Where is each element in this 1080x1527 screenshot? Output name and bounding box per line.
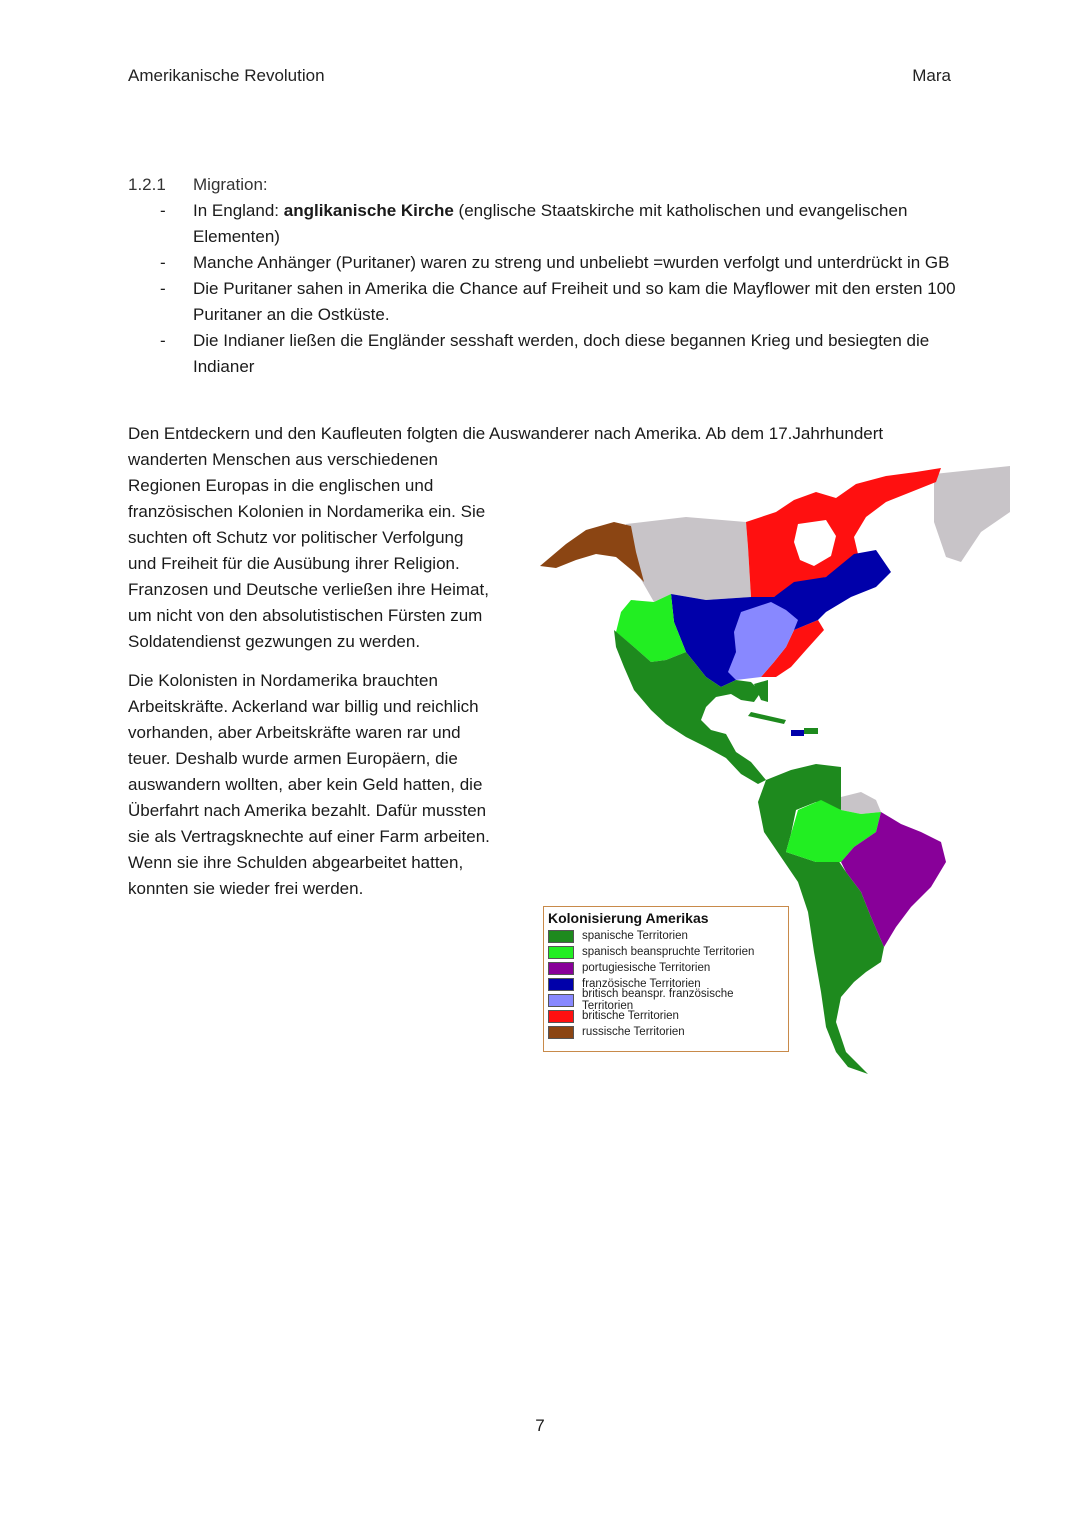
page-number: 7 [535,1416,545,1435]
bullet-item [128,328,958,380]
bullet-text: In England: [193,201,284,220]
text-line: Soldatendienst gezwungen zu werden. [128,632,421,651]
section-number: 1.2.1 [128,175,166,194]
bullet-item [128,276,958,328]
bullet-bold-text: anglikanische Kirche [283,201,454,220]
legend-swatch [548,978,574,991]
legend-swatch [548,946,574,959]
text-line: französischen Kolonien in Nordamerika ein. Sie [128,502,486,521]
unclaimed-north-region [626,517,751,602]
bullet-list [128,198,958,380]
caribbean-islands-3 [804,728,818,734]
legend-swatch [548,994,574,1007]
legend-item [548,928,784,944]
text-line: Arbeitskräfte. Ackerland war billig und reichlich [128,697,479,716]
legend-label: britisch beanspr. französische Territorien [582,988,734,1012]
text-line: Wenn sie ihre Schulden abgearbeitet hatten, [128,853,464,872]
dash-marker: - [160,201,166,220]
greenland-region [934,466,1010,562]
paragraph-emigrants [128,447,523,655]
legend-label: russische Territorien [582,1026,685,1038]
text-line: Überfahrt nach Amerika bezahlt. Dafür mussten [128,801,487,820]
legend-label: britische Territorien [582,1010,679,1022]
dash-marker: - [160,253,166,272]
text-line: um nicht von den absolutistischen Fürsten zum [128,606,483,625]
bullet-text: Manche Anhänger (Puritaner) waren zu streng und unbeliebt =wurden verfolgt und unterdrückt in GB [193,253,950,272]
text-line: sie als Vertragsknechte auf einer Farm arbeiten. [128,827,490,846]
text-line: konnten sie wieder frei werden. [128,879,364,898]
legend-label: portugiesische Territorien [582,962,711,974]
section-migration [128,172,958,380]
text-line: Die Kolonisten in Nordamerika brauchten [128,671,438,690]
header-author: Mara [912,66,951,85]
bullet-item [128,250,958,276]
legend-label: französische Territorien [582,978,701,990]
legend-item [548,960,784,976]
text-line: Regionen Europas in die englischen und [128,476,434,495]
bullet-text: Die Indianer ließen die Engländer sesshaft werden, doch diese begannen Krieg und besiegten die Indianer [193,331,930,376]
text-line: Franzosen und Deutsche verließen ihre Heimat, [128,580,489,599]
header-title: Amerikanische Revolution [128,66,325,85]
unclaimed-guiana [841,792,881,814]
text-line: wanderten Menschen aus verschiedenen [128,450,438,469]
legend-swatch [548,962,574,975]
dash-marker: - [160,279,166,298]
dash-marker: - [160,331,166,350]
section-heading [128,172,958,198]
text-line: suchten oft Schutz vor politischer Verfolgung [128,528,464,547]
intro-line: Den Entdeckern und den Kaufleuten folgten die Auswanderer nach Amerika. Ab dem 17.Jahrhundert [128,424,884,443]
bullet-text: Die Puritaner sahen in Amerika die Chance auf Freiheit und so kam die Mayflower mit den ersten 100 Puritaner an die Ostküste. [193,279,956,324]
section-title: Migration: [193,175,268,194]
legend-swatch [548,930,574,943]
bullet-text: (englische Staatskirche mit katholischen und evangelischen Elementen) [193,201,908,246]
text-line: und Freiheit für die Ausübung ihrer Religion. [128,554,460,573]
text-line: auswandern wollten, aber kein Geld hatten, die [128,775,483,794]
text-line: teuer. Deshalb wurde armen Europäern, die [128,749,458,768]
legend-title: Kolonisierung Amerikas [548,910,709,926]
map-legend [543,906,789,1052]
legend-item [548,988,784,1012]
legend-label: spanische Territorien [582,930,688,942]
caribbean-islands [748,712,786,724]
text-line: vorhanden, aber Arbeitskräfte waren rar und [128,723,461,742]
caribbean-islands-2 [791,730,804,736]
bullet-item [128,198,958,250]
paragraph-indentured [128,668,523,902]
legend-label: spanisch beanspruchte Territorien [582,946,755,958]
legend-swatch [548,1026,574,1039]
legend-swatch [548,1010,574,1023]
russian-territory [540,522,644,582]
legend-item [548,944,784,960]
legend-item [548,1024,784,1040]
